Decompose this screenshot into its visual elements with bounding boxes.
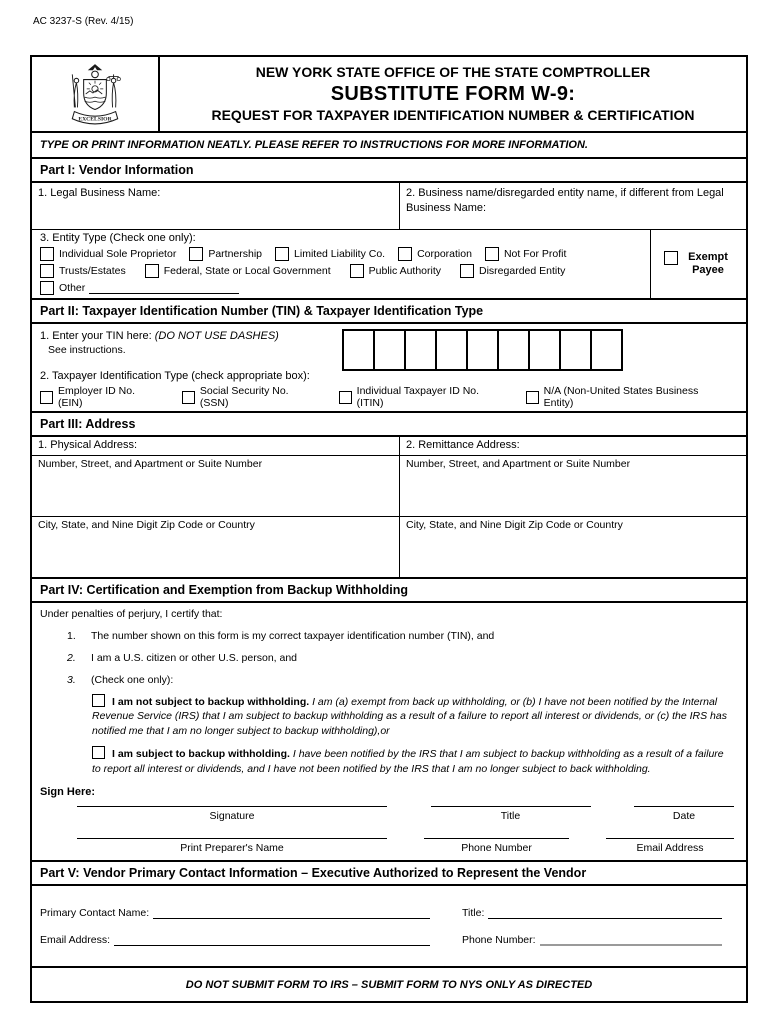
primary-contact-name-field <box>40 906 430 919</box>
remittance-street-field[interactable]: Number, Street, and Apartment or Suite Number <box>406 458 631 470</box>
part2-header: Part II: Taxpayer Identification Number (TIN) & Taxpayer Identification Type <box>32 298 746 324</box>
id-type-options <box>40 385 746 409</box>
remittance-address-header: 2. Remittance Address: <box>406 439 520 451</box>
option-detail: I have been notified by the IRS that I am subject to backup withholding as a result of a failure to report all interest or dividends, and I have not been notified by the IRS that I am no longer subject to back withholding. <box>92 748 724 775</box>
contact-row-2 <box>40 932 738 946</box>
tin-box-5[interactable] <box>466 329 499 371</box>
address-column-headers <box>32 437 746 456</box>
address-street-row <box>32 456 746 517</box>
preparer-name-line[interactable] <box>77 838 387 839</box>
checkbox-na-non-us[interactable] <box>526 391 539 404</box>
tin-box-8[interactable] <box>559 329 592 371</box>
tin-label-text: 1. Enter your TIN here: <box>40 330 152 342</box>
option-detail: I am (a) exempt from back up withholding, or (b) I have not been notified by the Internal Revenue Service (IRS) that I am subject to backup withholding as a result of a failure to report all interest or dividends, or (c) the IRS has notified me that I am no longer subject to backup withholding),or <box>92 696 727 737</box>
tin-input-boxes <box>342 329 623 371</box>
tin-box-2[interactable] <box>373 329 406 371</box>
physical-address-header: 1. Physical Address: <box>32 437 400 455</box>
date-line[interactable] <box>634 806 734 807</box>
checkbox-disregarded-entity[interactable] <box>460 264 474 278</box>
contact-title-input[interactable] <box>488 906 722 919</box>
checkbox-trusts-estates[interactable] <box>40 264 54 278</box>
item-number: 1. <box>67 630 76 642</box>
certification-item-3 <box>67 674 746 686</box>
checkbox-corporation[interactable] <box>398 247 412 261</box>
option-na-non-us <box>526 385 720 409</box>
option-limited-liability-co <box>275 247 385 261</box>
item-number: 3. <box>67 674 76 686</box>
checkbox-limited-liability-co[interactable] <box>275 247 289 261</box>
item-text: (Check one only): <box>91 674 174 686</box>
tin-box-7[interactable] <box>528 329 561 371</box>
option-ein <box>40 385 156 409</box>
entity-options-row3 <box>40 281 650 295</box>
entity-type-row <box>32 230 746 298</box>
checkbox-ssn[interactable] <box>182 391 195 404</box>
signature-row-1 <box>77 806 734 822</box>
option-label: Corporation <box>417 248 472 260</box>
phone-number-label: Phone Number <box>461 842 532 855</box>
physical-city-field[interactable]: City, State, and Nine Digit Zip Code or Country <box>32 517 400 577</box>
entity-options-row1 <box>40 247 650 261</box>
email-address-field[interactable] <box>606 838 734 854</box>
option-partnership <box>189 247 262 261</box>
option-label: Social Security No. (SSN) <box>199 385 289 409</box>
checkbox-federal-state-local-government[interactable] <box>145 264 159 278</box>
part2-body <box>32 324 746 411</box>
preparer-name-label: Print Preparer's Name <box>180 842 284 855</box>
preparer-name-field[interactable] <box>77 838 387 854</box>
date-field[interactable] <box>634 806 734 822</box>
tin-box-6[interactable] <box>497 329 530 371</box>
other-entity-write-in[interactable] <box>89 282 239 294</box>
tin-box-4[interactable] <box>435 329 468 371</box>
do-not-submit-notice: DO NOT SUBMIT FORM TO IRS – SUBMIT FORM TO NYS ONLY AS DIRECTED <box>32 966 746 1001</box>
remittance-city-field[interactable]: City, State, and Nine Digit Zip Code or Country <box>406 519 623 531</box>
option-label: Disregarded Entity <box>479 265 566 277</box>
tin-box-1[interactable] <box>342 329 375 371</box>
checkbox-not-for-profit[interactable] <box>485 247 499 261</box>
document-code: AC 3237-S (Rev. 4/15) <box>33 16 134 27</box>
sign-here-label: Sign Here: <box>40 786 96 799</box>
form-title-block <box>160 57 746 131</box>
title-field[interactable] <box>431 806 591 822</box>
primary-contact-name-input[interactable] <box>153 906 430 919</box>
checkbox-other[interactable] <box>40 281 54 295</box>
part1-name-row <box>32 183 746 230</box>
checkbox-exempt-payee[interactable] <box>664 251 678 265</box>
contact-title-field <box>462 906 722 919</box>
certification-item-1 <box>67 630 746 642</box>
checkbox-itin[interactable] <box>339 391 352 404</box>
option-label: Individual Taxpayer ID No. (ITIN) <box>356 385 480 409</box>
checkbox-partnership[interactable] <box>189 247 203 261</box>
option-corporation <box>398 247 472 261</box>
option-lead: I am subject to backup withholding. <box>112 748 290 761</box>
email-address-line[interactable] <box>606 838 734 839</box>
agency-name: NEW YORK STATE OFFICE OF THE STATE COMPTROLLER <box>255 64 651 80</box>
contact-phone-input[interactable] <box>540 932 722 946</box>
entity-type-options <box>32 230 650 298</box>
form-title: SUBSTITUTE FORM W-9: <box>330 82 576 105</box>
title-label: Title <box>500 810 521 823</box>
option-label: Partnership <box>208 248 263 260</box>
option-label: Individual Sole Proprietor <box>59 248 177 260</box>
option-trusts-estates <box>40 264 126 278</box>
option-disregarded-entity <box>460 264 565 278</box>
option-federal-state-local-government <box>145 264 331 278</box>
tin-see-instructions: See instructions. <box>48 344 126 356</box>
form-subtitle: REQUEST FOR TAXPAYER IDENTIFICATION NUMBER & CERTIFICATION <box>211 106 695 123</box>
contact-phone-field <box>462 932 722 946</box>
checkbox-public-authority[interactable] <box>350 264 364 278</box>
ny-state-seal-icon <box>47 62 143 126</box>
form-header <box>32 57 746 133</box>
part5-body <box>32 906 746 966</box>
legal-business-name-field[interactable]: 1. Legal Business Name: <box>32 183 400 229</box>
checkbox-individual-sole-proprietor[interactable] <box>40 247 54 261</box>
tin-no-dashes-warning: (DO NOT USE DASHES) <box>154 330 279 342</box>
w9-form <box>30 55 748 1003</box>
certification-body <box>32 603 746 860</box>
tin-box-9[interactable] <box>590 329 623 371</box>
signature-line[interactable] <box>77 806 387 807</box>
id-type-label: 2. Taxpayer Identification Type (check appropriate box): <box>40 370 310 382</box>
physical-street-field[interactable]: Number, Street, and Apartment or Suite Number <box>32 456 400 516</box>
option-individual-sole-proprietor <box>40 247 176 261</box>
contact-email-input[interactable] <box>114 933 430 946</box>
option-label: Federal, State or Local Government <box>163 265 331 277</box>
option-label: Employer ID No. (EIN) <box>58 385 136 409</box>
signature-field[interactable] <box>77 806 387 822</box>
option-label: Public Authority <box>368 265 442 277</box>
signature-label: Signature <box>209 810 255 823</box>
option-not-for-profit <box>485 247 566 261</box>
signature-row-2 <box>77 838 734 854</box>
option-subject-backup-withholding <box>92 746 732 776</box>
disregarded-entity-name-field[interactable]: 2. Business name/disregarded entity name, if different from Legal Business Name: <box>406 187 724 214</box>
primary-contact-name-label: Primary Contact Name: <box>40 907 150 919</box>
item-text: The number shown on this form is my correct taxpayer identification number (TIN), and <box>91 630 495 642</box>
option-label: Trusts/Estates <box>59 265 126 277</box>
part3-header: Part III: Address <box>32 411 746 437</box>
part4-header: Part IV: Certification and Exemption from Backup Withholding <box>32 577 746 603</box>
option-itin <box>339 385 500 409</box>
option-ssn <box>182 385 313 409</box>
item-number: 2. <box>67 652 76 664</box>
tin-box-3[interactable] <box>404 329 437 371</box>
contact-email-field <box>40 933 430 946</box>
part5-header: Part V: Vendor Primary Contact Information – Executive Authorized to Represent the Vendor <box>32 860 746 886</box>
title-line[interactable] <box>431 806 591 807</box>
contact-email-label: Email Address: <box>40 934 111 946</box>
email-address-label: Email Address <box>636 842 704 855</box>
date-label: Date <box>672 810 696 823</box>
option-not-subject-backup-withholding <box>92 694 732 738</box>
exempt-payee-cell <box>650 230 746 298</box>
phone-number-field[interactable] <box>424 838 569 854</box>
option-label: N/A (Non-United States Business Entity) <box>543 385 699 409</box>
contact-row-1 <box>40 906 738 919</box>
exempt-payee-label: Exempt Payee <box>688 250 728 276</box>
entity-type-label: 3. Entity Type (Check one only): <box>40 232 196 244</box>
contact-title-label: Title: <box>462 907 485 919</box>
option-label: Not For Profit <box>503 248 567 260</box>
option-other <box>40 281 85 295</box>
part1-header: Part I: Vendor Information <box>32 157 746 183</box>
option-label: Limited Liability Co. <box>294 248 386 260</box>
option-lead: I am not subject to backup withholding. <box>112 696 310 708</box>
option-public-authority <box>350 264 441 278</box>
phone-number-line[interactable] <box>424 838 569 839</box>
option-label: Other <box>59 282 86 294</box>
logo-cell <box>32 57 160 131</box>
certification-intro: Under penalties of perjury, I certify that: <box>40 608 223 620</box>
item-text: I am a U.S. citizen or other U.S. person, and <box>91 652 298 664</box>
checkbox-subject-backup-withholding[interactable] <box>92 746 105 759</box>
contact-phone-label: Phone Number: <box>462 934 536 946</box>
instructions-banner: TYPE OR PRINT INFORMATION NEATLY. PLEASE REFER TO INSTRUCTIONS FOR MORE INFORMATION. <box>40 139 588 151</box>
entity-options-row2 <box>40 264 650 278</box>
certification-item-2 <box>67 652 746 664</box>
checkbox-not-subject-backup-withholding[interactable] <box>92 694 105 707</box>
checkbox-ein[interactable] <box>40 391 53 404</box>
seal-motto: EXCELSIOR <box>78 116 112 123</box>
address-city-row <box>32 517 746 577</box>
